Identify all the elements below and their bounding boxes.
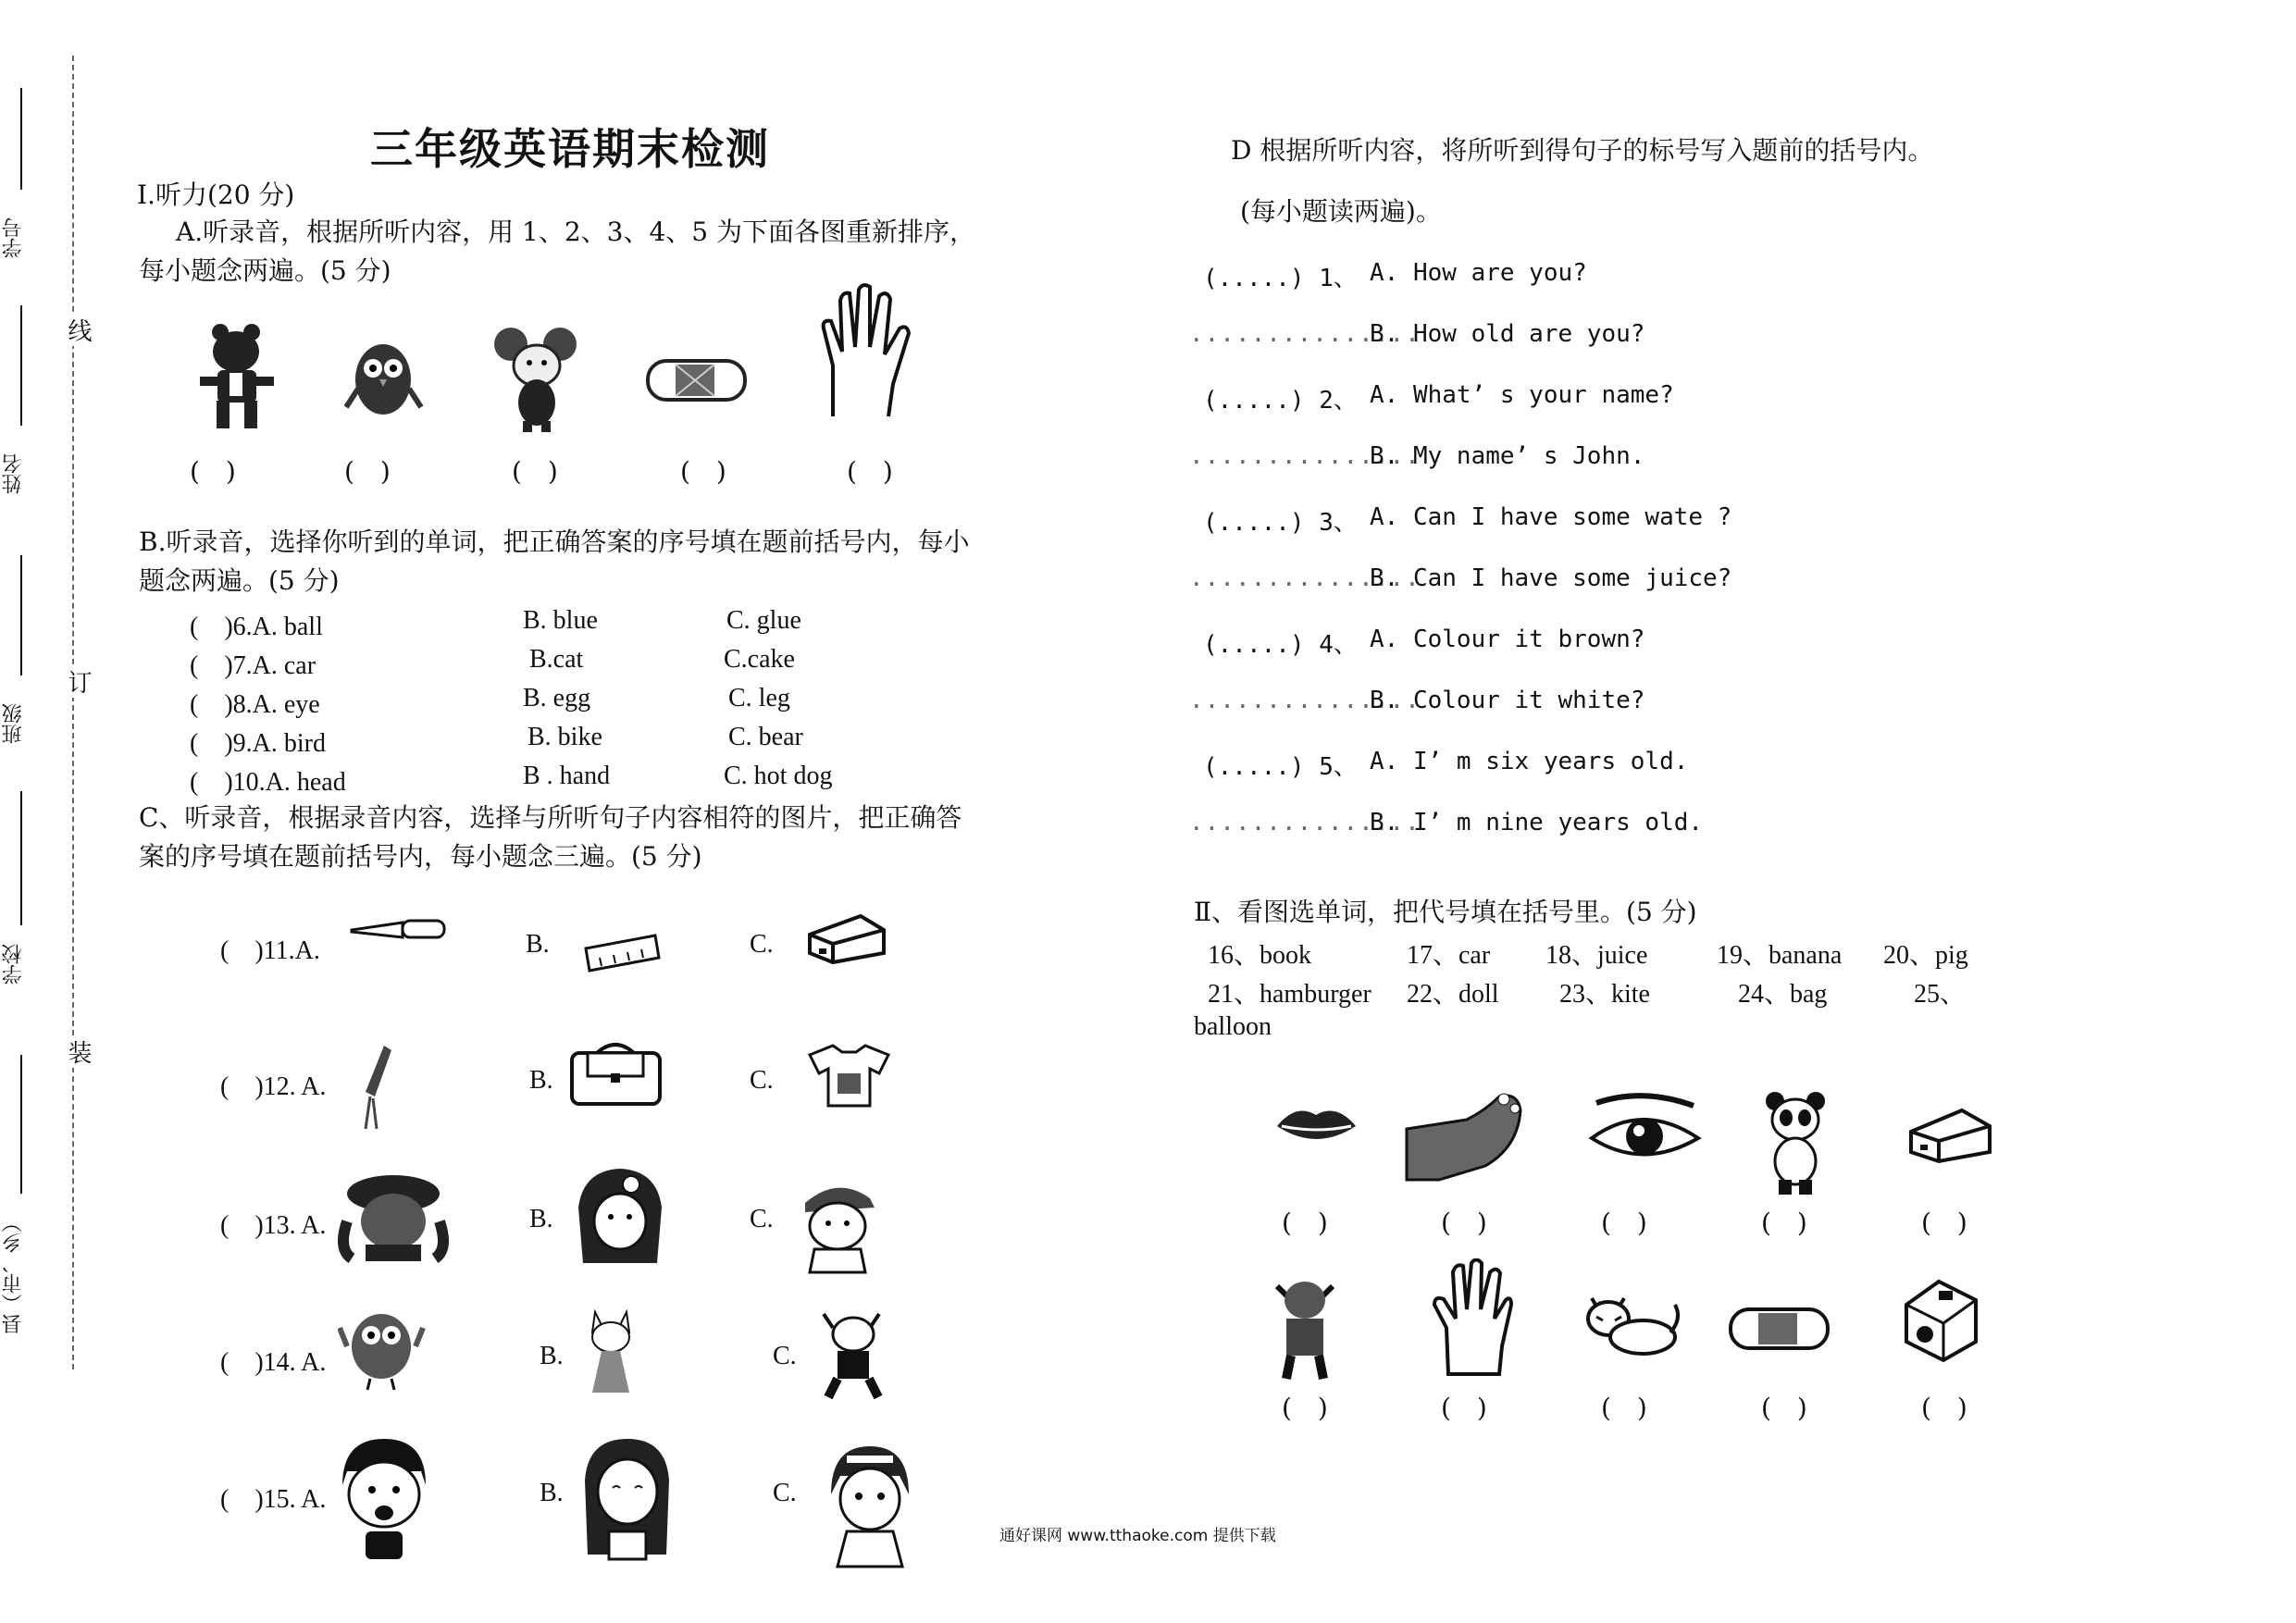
answer-paren[interactable]: ( ) (190, 456, 236, 487)
ruler-picture (583, 930, 662, 976)
binding-dashed-line (72, 56, 74, 1369)
leader-dots: ............... (1189, 809, 1421, 836)
answer-paren[interactable]: ( ) (344, 456, 391, 487)
answer-paren[interactable]: ( ) (1761, 1393, 1807, 1423)
word-25-cont: balloon (1194, 1012, 1272, 1041)
dog-boy-picture (810, 1305, 898, 1402)
partD-item-3: (.....) 3、 (1203, 509, 1358, 537)
partD-item-1: (.....) 1、 (1203, 265, 1358, 292)
partB-instruction: B.听录音，选择你听到的单词，把正确答案的序号填在题前括号内，每小 (139, 527, 970, 557)
word-25: 25、 (1914, 980, 1967, 1009)
fill-line (20, 791, 22, 925)
pencil-box-picture (1906, 1106, 1994, 1166)
section2-heading: Ⅱ、看图选单词，把代号填在括号里。(5 分) (1194, 897, 1697, 927)
word-18: 18、juice (1545, 941, 1648, 970)
partC-option-c: C. (750, 1205, 774, 1233)
page-title: 三年级英语期末检测 (370, 124, 770, 174)
partD-item-4: (.....) 4、 (1203, 631, 1358, 659)
partD-item-5: (.....) 5、 (1203, 753, 1358, 781)
girl-hat-picture (333, 1166, 453, 1263)
partB-option-b: B. blue (523, 606, 598, 635)
partC-option-b: B. (529, 1205, 553, 1233)
partA-instruction-2: 每小题念两遍。(5 分) (139, 255, 391, 286)
partB-option-c: C. bear (728, 723, 803, 751)
class-label: 班级 (2, 703, 25, 744)
partC-item-12: ( )12. A. (220, 1072, 327, 1101)
partD-option-a: A. Can I have some wate ? (1370, 503, 1732, 531)
partD-option-b: B. Colour it white? (1370, 687, 1645, 714)
word-23: 23、kite (1559, 980, 1650, 1009)
partB-item-6: ( )6.A. ball (190, 613, 323, 641)
partB-option-b: B . hand (523, 762, 611, 790)
partD-option-a: A. What’ s your name? (1370, 381, 1674, 409)
partD-item-2: (.....) 2、 (1203, 387, 1358, 415)
partC-item-15: ( )15. A. (220, 1485, 327, 1514)
leader-dots: ............... (1189, 320, 1421, 348)
partD-option-b: B. Can I have some juice? (1370, 564, 1732, 592)
fill-line (20, 305, 22, 426)
word-24: 24、bag (1738, 980, 1828, 1009)
knife-picture (347, 911, 449, 944)
partC-option-c: C. (773, 1479, 797, 1507)
student-id-label: 学号 (2, 217, 25, 258)
answer-paren[interactable]: ( ) (1441, 1208, 1487, 1238)
partC-instruction-2: 案的序号填在题前括号内，每小题念三遍。(5 分) (139, 841, 702, 872)
leader-dots: ............... (1189, 564, 1421, 592)
partC-option-c: C. (750, 930, 774, 959)
girl-ponytail-picture (814, 1439, 925, 1568)
partC-item-14: ( )14. A. (220, 1348, 327, 1377)
answer-paren[interactable]: ( ) (1601, 1208, 1647, 1238)
boy-face-picture (333, 1434, 435, 1564)
name-label: 姓名 (2, 453, 25, 494)
partC-instruction: C、听录音，根据录音内容，选择与所听句子内容相符的图片，把正确答 (139, 802, 962, 833)
doll-picture (356, 1041, 398, 1134)
partC-option-c: C. (750, 1066, 774, 1095)
section1-heading: Ⅰ.听力(20 分) (137, 180, 295, 210)
owl-bird-picture (338, 1300, 426, 1393)
leader-dots: ............... (1189, 442, 1421, 470)
cat-picture (1582, 1291, 1684, 1360)
answer-paren[interactable]: ( ) (1441, 1393, 1487, 1423)
answer-paren[interactable]: ( ) (512, 456, 558, 487)
partC-item-11: ( )11.A. (220, 936, 320, 965)
partB-item-7: ( )7.A. car (190, 651, 316, 680)
partD-option-a: A. Colour it brown? (1370, 626, 1645, 653)
word-19: 19、banana (1717, 941, 1843, 970)
partB-option-b: B. bike (527, 723, 602, 751)
answer-paren[interactable]: ( ) (1761, 1208, 1807, 1238)
partC-option-b: B. (526, 930, 550, 959)
bag-picture (565, 1036, 666, 1106)
eraser-picture-2 (1726, 1300, 1832, 1356)
bind-word-bind: 装 (61, 1036, 95, 1068)
partB-option-c: C. leg (728, 684, 790, 712)
girl-bow-picture (565, 1161, 671, 1268)
county-label: 县（市、乡） (2, 1212, 25, 1334)
partB-item-9: ( )9.A. bird (190, 729, 326, 758)
partB-instruction-2: 题念两遍。(5 分) (139, 565, 340, 596)
footer-source: 通好课网 www.tthaoke.com 提供下载 (999, 1527, 1276, 1545)
fill-line (20, 1055, 22, 1194)
partC-option-c: C. (773, 1342, 797, 1370)
hand-picture (814, 282, 916, 421)
word-20: 20、pig (1883, 941, 1968, 970)
panda-picture (1758, 1087, 1832, 1198)
dog-picture (1268, 1272, 1342, 1383)
answer-paren[interactable]: ( ) (1921, 1208, 1967, 1238)
answer-paren[interactable]: ( ) (1921, 1393, 1967, 1423)
word-22: 22、doll (1407, 980, 1499, 1009)
foot-picture (1402, 1083, 1527, 1184)
partC-option-b: B. (540, 1342, 564, 1370)
partA-instruction: A.听录音，根据所听内容，用 1、2、3、4、5 为下面各图重新排序， (176, 217, 975, 247)
fill-line (20, 88, 22, 190)
partD-option-b: B. I’ m nine years old. (1370, 809, 1704, 836)
leader-dots: ............... (1189, 687, 1421, 714)
pencil-case-picture (805, 911, 888, 967)
partC-item-13: ( )13. A. (220, 1211, 327, 1240)
partD-option-b: B. How old are you? (1370, 320, 1645, 348)
answer-paren[interactable]: ( ) (1282, 1393, 1328, 1423)
partB-option-c: C. glue (726, 606, 801, 635)
partD-instruction: D 根据所听内容，将所听到得句子的标号写入题前的括号内。 (1231, 135, 1934, 166)
partB-option-c: C.cake (724, 645, 795, 674)
partB-option-c: C. hot dog (724, 762, 833, 790)
partD-option-b: B. My name’ s John. (1370, 442, 1645, 470)
partB-option-b: B.cat (529, 645, 584, 674)
partC-option-b: B. (540, 1479, 564, 1507)
word-21: 21、hamburger (1208, 980, 1371, 1009)
answer-paren[interactable]: ( ) (1601, 1393, 1647, 1423)
palm-hand-picture (1430, 1258, 1513, 1379)
school-label: 学校 (2, 944, 25, 985)
word-16: 16、book (1208, 941, 1312, 970)
fill-line (20, 555, 22, 675)
owl-picture (344, 333, 423, 426)
partB-item-8: ( )8.A. eye (190, 690, 320, 719)
mouse-picture (490, 324, 583, 435)
word-17: 17、car (1407, 941, 1491, 970)
answer-paren[interactable]: ( ) (680, 456, 726, 487)
partB-option-b: B. egg (523, 684, 591, 712)
tshirt-picture (805, 1041, 893, 1110)
bind-word-line: 线 (61, 315, 95, 346)
answer-paren[interactable]: ( ) (847, 456, 893, 487)
boy-cap-picture (787, 1175, 888, 1277)
sharpener-picture (1897, 1277, 1980, 1365)
partD-option-a: A. I’ m six years old. (1370, 748, 1689, 775)
eraser-picture (643, 352, 750, 407)
girl-long-hair-picture (574, 1434, 680, 1564)
bear-picture (194, 319, 278, 435)
answer-paren[interactable]: ( ) (1282, 1208, 1328, 1238)
lips-picture (1272, 1101, 1360, 1152)
eye-picture (1587, 1092, 1703, 1175)
cat-girl-picture (578, 1305, 643, 1402)
bind-word-staple: 订 (61, 666, 95, 698)
partD-instruction-2: (每小题读两遍)。 (1240, 196, 1442, 227)
partD-option-a: A. How are you? (1370, 259, 1587, 287)
partB-item-10: ( )10.A. head (190, 768, 346, 797)
partC-option-b: B. (529, 1066, 553, 1095)
